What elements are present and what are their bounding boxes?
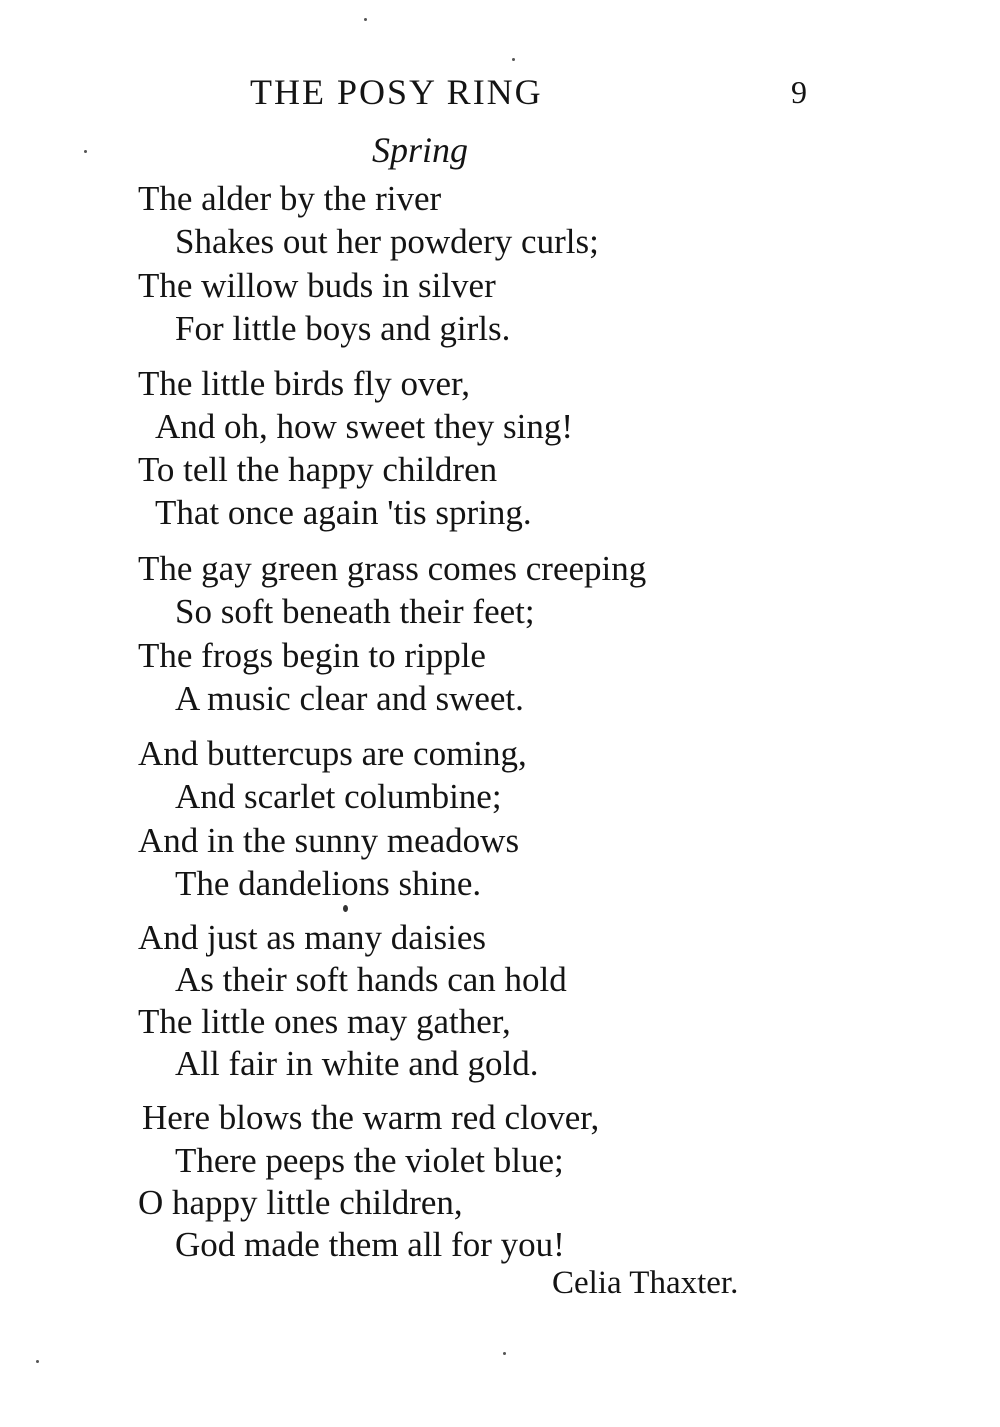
poem-line: The gay green grass comes creeping — [138, 549, 647, 588]
poem-line: That once again 'tis spring. — [155, 493, 532, 532]
poem-line: The little birds fly over, — [138, 364, 470, 403]
poem-line: All fair in white and gold. — [175, 1044, 539, 1083]
scan-speck — [84, 150, 87, 153]
poem-line: O happy little children, — [138, 1183, 463, 1222]
poem-line: The frogs begin to ripple — [138, 636, 486, 675]
poem-line: God made them all for you! — [175, 1225, 565, 1264]
poem-line: For little boys and girls. — [175, 309, 511, 348]
poem-line: To tell the happy children — [138, 450, 498, 489]
poem-line: The little ones may gather, — [138, 1002, 511, 1041]
poem-line: And in the sunny meadows — [138, 821, 520, 860]
poem-line: Here blows the warm red clover, — [142, 1098, 600, 1137]
poem-line: The willow buds in silver — [138, 266, 496, 305]
running-title: THE POSY RING — [250, 72, 543, 112]
poem-line: And just as many daisies — [138, 918, 487, 957]
poem-title: Spring — [372, 130, 469, 170]
poem-line: And scarlet columbine; — [175, 777, 502, 816]
scan-speck — [503, 1352, 506, 1355]
page-number: 9 — [791, 74, 807, 110]
poem-line: A music clear and sweet. — [175, 679, 524, 718]
poem-line: Shakes out her powdery curls; — [175, 222, 599, 261]
poem-line: The alder by the river — [138, 179, 442, 218]
poem-line: As their soft hands can hold — [175, 960, 567, 999]
scan-speck — [343, 905, 348, 912]
scan-speck — [364, 18, 367, 21]
poem-line: There peeps the violet blue; — [175, 1141, 564, 1180]
poem-line: And oh, how sweet they sing! — [155, 407, 574, 446]
poem-author: Celia Thaxter. — [552, 1265, 739, 1301]
scan-speck — [36, 1360, 39, 1363]
scan-speck — [512, 58, 515, 61]
poem-line: So soft beneath their feet; — [175, 592, 535, 631]
poem-line: And buttercups are coming, — [138, 734, 527, 773]
poem-line: The dandelions shine. — [175, 864, 482, 903]
